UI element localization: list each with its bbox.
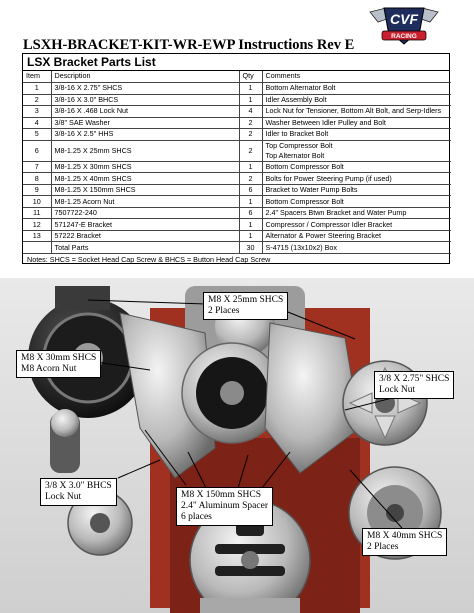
comments-cell — [262, 219, 451, 231]
table-row — [23, 140, 451, 161]
table-row — [23, 94, 451, 106]
description-cell: 571247-E Bracket — [51, 219, 239, 231]
comments-cell — [262, 106, 451, 118]
callout-m8-40mm: M8 X 40mm SHCS 2 Places — [362, 528, 447, 556]
comment-line: Bottom Compressor Bolt — [265, 162, 344, 172]
total-comments: S-4715 (13x10x2) Box — [262, 242, 451, 254]
table-row — [23, 83, 451, 95]
comment-line: Alternator & Power Steering Bracket — [265, 231, 381, 241]
qty-cell: 6 — [239, 184, 262, 196]
engine-bracket-photo — [0, 278, 474, 613]
comment-line: Top Compressor Bolt — [265, 140, 333, 150]
table-row — [23, 129, 451, 141]
comments-cell — [262, 129, 451, 141]
comments-cell — [262, 173, 451, 185]
description-cell: 57222 Bracket — [51, 230, 239, 242]
table-row — [23, 219, 451, 231]
qty-cell: 2 — [239, 129, 262, 141]
qty-cell: 1 — [239, 230, 262, 242]
comments-cell — [262, 207, 451, 219]
description-cell: 3/8-16 X .468 Lock Nut — [51, 106, 239, 118]
harmonic-lower — [200, 598, 300, 613]
document-title: LSXH-BRACKET-KIT-WR-EWP Instructions Rev E — [23, 37, 355, 53]
item-cell: 2 — [23, 94, 51, 106]
total-label: Total Parts — [51, 242, 239, 254]
total-qty: 30 — [239, 242, 262, 254]
column-header: Description — [51, 71, 239, 83]
qty-cell: 1 — [239, 161, 262, 173]
description-cell: M8-1.25 X 30mm SHCS — [51, 161, 239, 173]
callout-bolt-2-75: 3/8 X 2.75" SHCS Lock Nut — [374, 371, 454, 399]
description-cell: 3/8" SAE Washer — [51, 117, 239, 129]
item-cell: 12 — [23, 219, 51, 231]
table-row — [23, 106, 451, 118]
table-row — [23, 173, 451, 185]
comments-cell — [262, 94, 451, 106]
cvf-racing-logo — [368, 4, 440, 48]
comment-line: Lock Nut for Tensioner, Bottom Alt Bolt, and Serp-Idlers — [265, 106, 442, 116]
comments-cell — [262, 140, 451, 161]
parts-list-heading: LSX Bracket Parts List — [23, 54, 449, 71]
qty-cell: 6 — [239, 207, 262, 219]
item-cell: 8 — [23, 173, 51, 185]
callout-m8-150mm: M8 X 150mm SHCS 2.4" Aluminum Spacer 6 places — [176, 487, 273, 526]
qty-cell: 2 — [239, 140, 262, 161]
table-row — [23, 207, 451, 219]
callout-bolt-3-0: 3/8 X 3.0" BHCS Lock Nut — [40, 478, 117, 506]
comment-line: Washer Between Idler Pulley and Bolt — [265, 117, 386, 127]
item-cell: 6 — [23, 140, 51, 161]
column-header: Item — [23, 71, 51, 83]
item-cell: 5 — [23, 129, 51, 141]
comment-line: Bracket to Water Pump Bolts — [265, 185, 358, 195]
description-cell: 3/8-16 X 2.5" HHS — [51, 129, 239, 141]
total-row — [23, 242, 451, 254]
description-cell: M8-1.25 X 150mm SHCS — [51, 184, 239, 196]
comment-line: Idler to Bracket Bolt — [265, 129, 329, 139]
item-cell: 7 — [23, 161, 51, 173]
qty-cell: 2 — [239, 173, 262, 185]
parts-notes: Notes: SHCS = Socket Head Cap Screw & BHCS = Button Head Cap Screw — [27, 254, 271, 264]
description-cell: M8-1.25 X 25mm SHCS — [51, 140, 239, 161]
item-cell: 9 — [23, 184, 51, 196]
comments-cell — [262, 230, 451, 242]
description-cell: M8-1.25 Acorn Nut — [51, 196, 239, 208]
table-row — [23, 161, 451, 173]
item-cell: 11 — [23, 207, 51, 219]
description-cell: 3/8-16 X 3.0" BHCS — [51, 94, 239, 106]
qty-cell: 1 — [239, 219, 262, 231]
comment-line: Idler Assembly Bolt — [265, 94, 327, 104]
qty-cell: 4 — [239, 106, 262, 118]
qty-cell: 2 — [239, 117, 262, 129]
parts-table-header — [23, 71, 451, 83]
qty-cell: 1 — [239, 83, 262, 95]
comment-line: Top Alternator Bolt — [265, 150, 325, 160]
comment-line: Bottom Compressor Bolt — [265, 196, 344, 206]
item-cell: 4 — [23, 117, 51, 129]
parts-table — [23, 71, 451, 254]
qty-cell: 1 — [239, 94, 262, 106]
item-cell: 10 — [23, 196, 51, 208]
table-row — [23, 230, 451, 242]
table-row — [23, 117, 451, 129]
comments-cell — [262, 184, 451, 196]
comment-line: Bolts for Power Steering Pump (if used) — [265, 173, 392, 183]
callout-m8-30mm: M8 X 30mm SHCS M8 Acorn Nut — [16, 350, 101, 378]
column-header: Qty — [239, 71, 262, 83]
item-cell: 13 — [23, 230, 51, 242]
comment-line: Compressor / Compressor Idler Bracket — [265, 219, 393, 229]
qty-cell: 1 — [239, 196, 262, 208]
comments-cell — [262, 117, 451, 129]
table-row — [23, 184, 451, 196]
parts-list-box — [22, 53, 450, 264]
comments-cell — [262, 196, 451, 208]
item-cell: 3 — [23, 106, 51, 118]
comment-line: Bottom Alternator Bolt — [265, 83, 336, 93]
description-cell: 3/8-16 X 2.75" SHCS — [51, 83, 239, 95]
description-cell: M8-1.25 X 40mm SHCS — [51, 173, 239, 185]
column-header: Comments — [262, 71, 451, 83]
item-cell: 1 — [23, 83, 51, 95]
comments-cell — [262, 83, 451, 95]
callout-m8-25mm: M8 X 25mm SHCS 2 Places — [203, 292, 288, 320]
logo-subtext: RACING — [391, 33, 417, 40]
description-cell: 7507722-240 — [51, 207, 239, 219]
comment-line: 2.4" Spacers Btwn Bracket and Water Pump — [265, 208, 407, 218]
comments-cell — [262, 161, 451, 173]
logo-text: CVF — [390, 11, 418, 27]
table-row — [23, 196, 451, 208]
